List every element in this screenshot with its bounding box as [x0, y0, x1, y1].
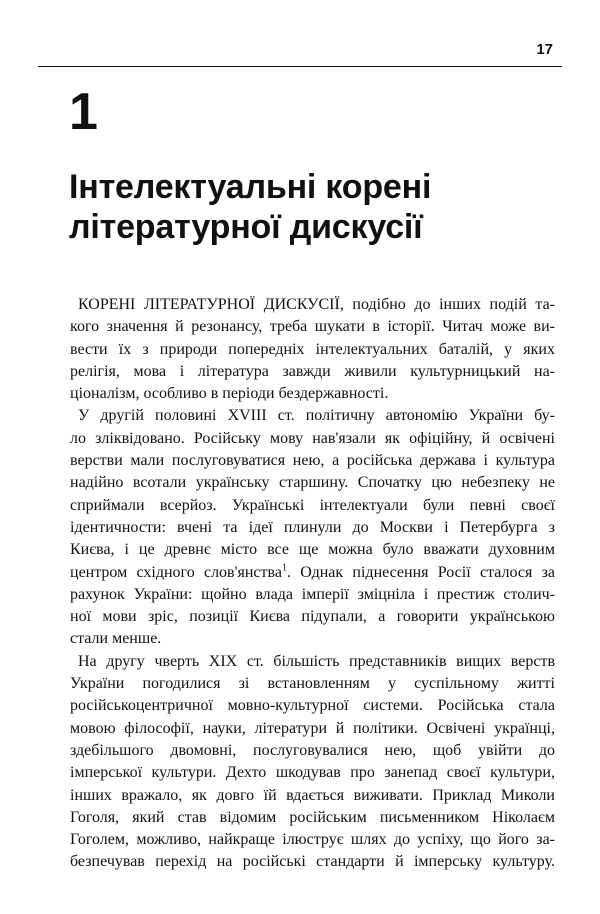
chapter-title-line: літературної дискусії	[69, 208, 423, 246]
paragraph-3	[70, 651, 555, 874]
text-line: надійно всотали українську старшину. Спочатку цю небезпеку не	[70, 474, 555, 492]
text-line: безпечував перехід на російські стандарти й імперську культуру.	[70, 853, 555, 871]
text-line: У другій половині XVIII ст. політичну автономію України бу-	[78, 407, 555, 425]
text-line: вести їх з природи попередніх інтелектуальних баталій, у яких	[70, 340, 555, 358]
text-line: кого значення й резонансу, треба шукати в історії. Читач може ви-	[70, 318, 555, 336]
text-line: Гоголем, можливо, найкраще ілюструє шлях до успіху, що його за-	[70, 831, 555, 849]
text-line: Києва, і це древнє місто все ще можна було вважати духовним	[70, 541, 555, 559]
chapter-title-line: Інтелектуальні корені	[69, 168, 432, 206]
text-segment: центром східного слов'янства	[70, 563, 282, 581]
body-text	[70, 294, 555, 874]
text-segment: . Однак піднесення Росії сталося за	[286, 563, 556, 581]
footnote-marker[interactable]: 1	[281, 562, 287, 574]
text-line: мовою філософії, науки, літератури й політики. Освічені українці,	[70, 719, 555, 737]
text-line: Гоголя, який став відомим російським письменником Ніколаєм	[70, 808, 555, 826]
chapter-number: 1	[69, 83, 98, 141]
text-line: ної мови зріс, позиції Києва підупали, а говорити українською	[70, 608, 555, 626]
text-line: ціоналізм, особливо в періоди бездержавності.	[70, 385, 389, 403]
text-line: інших вражало, як довго їй вдається виживати. Приклад Миколи	[70, 786, 555, 804]
text-line: На другу чверть XIX ст. більшість представників вищих верств	[78, 652, 555, 670]
text-line: імперської культури. Дехто шкодував про занепад своєї культури,	[70, 764, 555, 782]
page-number: 17	[536, 41, 553, 58]
text-line: України погодилися зі встановленням у суспільному житті	[70, 675, 555, 693]
text-line: рахунок України: щойно влада імперії зміцніла і престиж столич-	[70, 585, 555, 603]
text-line-with-footnote	[70, 562, 555, 584]
paragraph-1	[70, 294, 555, 405]
header-rule	[38, 66, 562, 67]
text-line: сприймали всерйоз. Українські інтелектуали були певні своєї	[70, 496, 555, 514]
text-line: верстви мали послуговуватися нею, а російська держава і культура	[70, 452, 555, 470]
text-line: ідентичности: вчені та ідеї плинули до Москви і Петербурга з	[70, 518, 555, 536]
text-line: релігія, мова і література завжди живили культурницький на-	[70, 362, 555, 380]
chapter-title	[69, 167, 549, 247]
text-line: здебільшого двомовні, послуговувалися нею, щоб увійти до	[70, 741, 555, 759]
text-line: російськоцентричної мовно-культурної системи. Російська стала	[70, 697, 555, 715]
text-line: ло зліквідовано. Російську мову нав'язали як офіційну, й освічені	[70, 429, 555, 447]
text-line: стали менше.	[70, 630, 162, 648]
paragraph-2	[70, 405, 555, 650]
text-line: КОРЕНІ ЛІТЕРАТУРНОЇ ДИСКУСІЇ, подібно до інших подій та-	[78, 296, 555, 313]
